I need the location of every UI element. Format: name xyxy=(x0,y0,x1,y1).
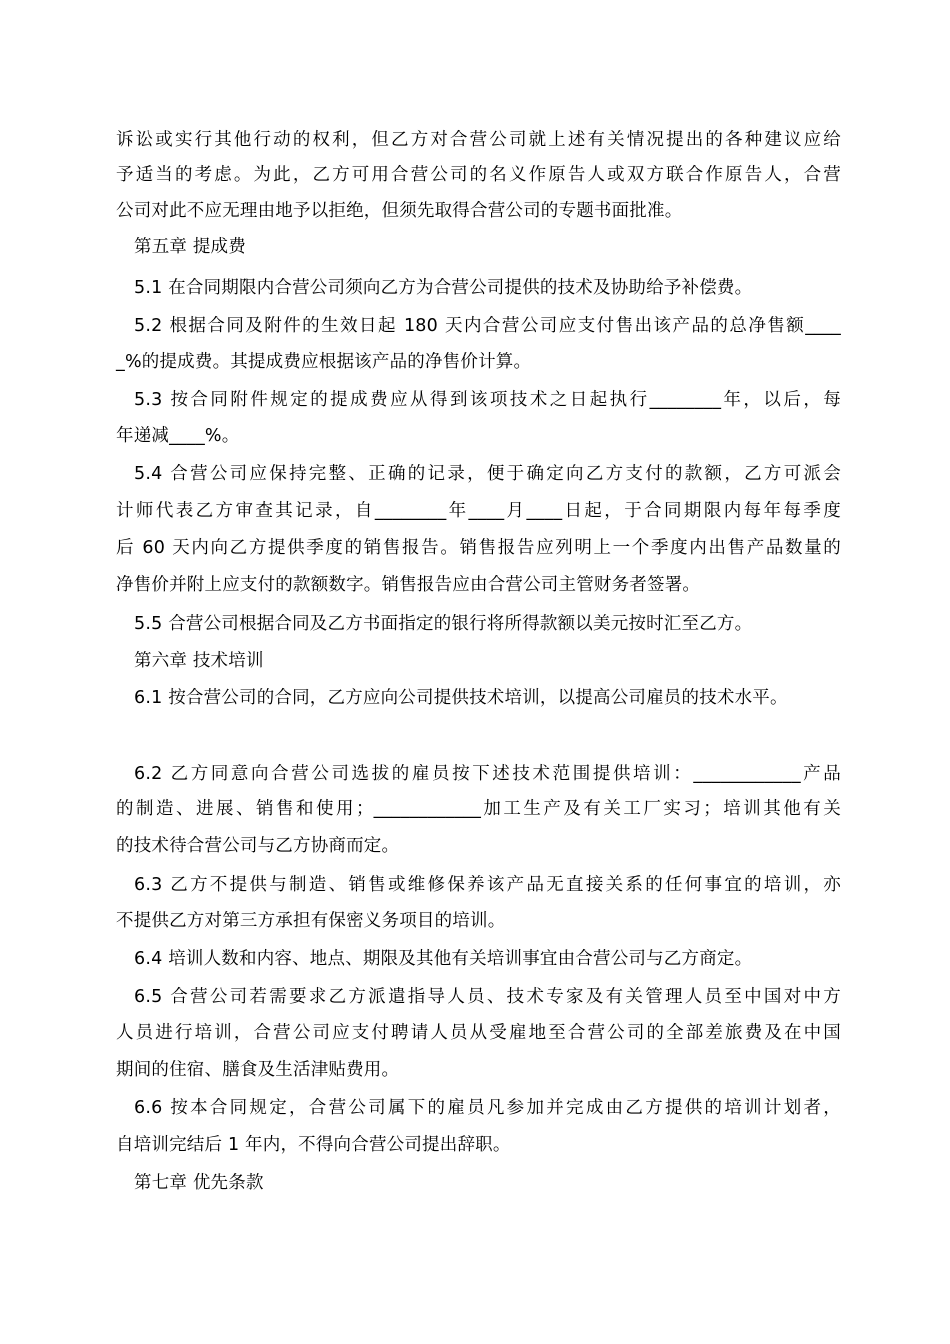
clause-5-4: 5.4 合营公司应保持完整、正确的记录，便于确定向乙方支付的款额，乙方可派会 xyxy=(134,464,841,484)
paragraph-line: 人员进行培训，合营公司应支付聘请人员从受雇地至合营公司的全部差旅费及在中国 xyxy=(116,1023,841,1043)
chapter-heading: 第七章 优先条款 xyxy=(134,1173,264,1193)
clause-6-6: 6.6 按本合同规定，合营公司属下的雇员凡参加并完成由乙方提供的培训计划者， xyxy=(134,1098,841,1118)
clause-5-3: 5.3 按合同附件规定的提成费应从得到该项技术之日起执行________年，以后，每 xyxy=(134,390,841,410)
paragraph-line: 后 60 天内向乙方提供季度的销售报告。销售报告应列明上一个季度内出售产品数量的 xyxy=(116,538,842,558)
paragraph-line: 的技术待合营公司与乙方协商而定。 xyxy=(116,836,400,856)
clause-6-1: 6.1 按合营公司的合同，乙方应向公司提供技术培训，以提高公司雇员的技术水平。 xyxy=(134,688,788,708)
paragraph-line: 不提供乙方对第三方承担有保密义务项目的培训。 xyxy=(116,911,506,931)
chapter-heading: 第六章 技术培训 xyxy=(134,651,264,671)
paragraph-line: _%的提成费。其提成费应根据该产品的净售价计算。 xyxy=(116,352,532,372)
paragraph-line: 年递减____%。 xyxy=(116,426,240,446)
paragraph-line: 诉讼或实行其他行动的权利，但乙方对合营公司就上述有关情况提出的各种建议应给 xyxy=(116,130,841,150)
paragraph-line: 净售价并附上应支付的款额数字。销售报告应由合营公司主管财务者签署。 xyxy=(116,575,701,595)
paragraph-line: 予适当的考虑。为此，乙方可用合营公司的名义作原告人或双方联合作原告人，合营 xyxy=(116,165,841,185)
clause-6-2: 6.2 乙方同意向合营公司选拔的雇员按下述技术范围提供培训：____________产品 xyxy=(134,764,841,784)
chapter-heading: 第五章 提成费 xyxy=(134,237,246,257)
paragraph-line: 自培训完结后 1 年内，不得向合营公司提出辞职。 xyxy=(116,1135,511,1155)
paragraph-line: 公司对此不应无理由地予以拒绝，但须先取得合营公司的专题书面批准。 xyxy=(116,201,683,221)
clause-5-1: 5.1 在合同期限内合营公司须向乙方为合营公司提供的技术及协助给予补偿费。 xyxy=(134,278,753,298)
clause-6-5: 6.5 合营公司若需要求乙方派遣指导人员、技术专家及有关管理人员至中国对中方 xyxy=(134,987,841,1007)
clause-5-5: 5.5 合营公司根据合同及乙方书面指定的银行将所得款额以美元按时汇至乙方。 xyxy=(134,614,753,634)
clause-6-4: 6.4 培训人数和内容、地点、期限及其他有关培训事宜由合营公司与乙方商定。 xyxy=(134,949,753,969)
clause-6-3: 6.3 乙方不提供与制造、销售或维修保养该产品无直接关系的任何事宜的培训，亦 xyxy=(134,875,841,895)
clause-5-2: 5.2 根据合同及附件的生效日起 180 天内合营公司应支付售出该产品的总净售额____ xyxy=(134,316,841,336)
paragraph-line: 的制造、进展、销售和使用；____________加工生产及有关工厂实习；培训其他有关 xyxy=(116,799,841,819)
paragraph-line: 期间的住宿、膳食及生活津贴费用。 xyxy=(116,1060,400,1080)
paragraph-line: 计师代表乙方审查其记录，自________年____月____日起，于合同期限内每年每季度 xyxy=(116,501,841,521)
